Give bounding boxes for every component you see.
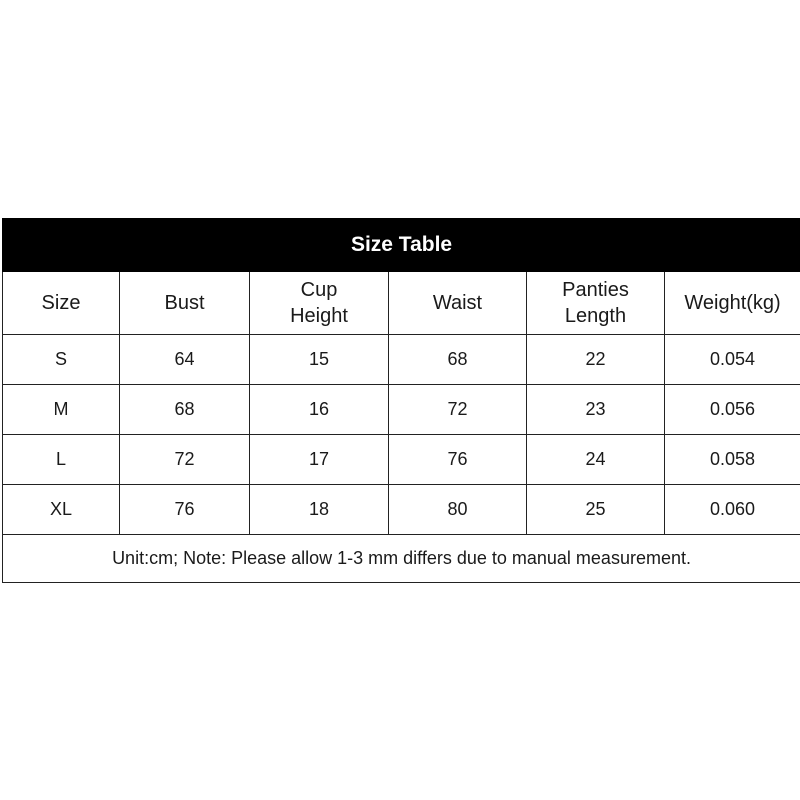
note-row: [3, 535, 800, 583]
cell-waist: 72: [389, 385, 527, 435]
title-row: [3, 219, 800, 272]
cell-weight: 0.058: [665, 435, 800, 485]
cell-bust: 72: [120, 435, 250, 485]
cell-weight: 0.060: [665, 485, 800, 535]
cell-panties-length: 22: [527, 335, 665, 385]
cell-cup-height: 18: [250, 485, 389, 535]
cell-size: S: [3, 335, 120, 385]
table-row: [3, 385, 800, 435]
cell-weight: 0.056: [665, 385, 800, 435]
header-waist: Waist: [389, 272, 527, 335]
cell-size: XL: [3, 485, 120, 535]
cell-waist: 76: [389, 435, 527, 485]
header-panties-length: Panties Length: [527, 272, 665, 335]
header-size: Size: [3, 272, 120, 335]
cell-panties-length: 24: [527, 435, 665, 485]
header-bust: Bust: [120, 272, 250, 335]
cell-size: M: [3, 385, 120, 435]
header-cup-height: Cup Height: [250, 272, 389, 335]
cell-cup-height: 16: [250, 385, 389, 435]
cell-waist: 80: [389, 485, 527, 535]
cell-size: L: [3, 435, 120, 485]
cell-bust: 76: [120, 485, 250, 535]
cell-panties-length: 25: [527, 485, 665, 535]
cell-cup-height: 17: [250, 435, 389, 485]
table-row: [3, 335, 800, 385]
table-title: Size Table: [3, 219, 800, 272]
measurement-note: Unit:cm; Note: Please allow 1-3 mm differs due to manual measurement.: [3, 535, 800, 583]
size-table: [2, 218, 800, 583]
cell-bust: 68: [120, 385, 250, 435]
table-row: [3, 485, 800, 535]
cell-weight: 0.054: [665, 335, 800, 385]
table-row: [3, 435, 800, 485]
header-weight: Weight(kg): [665, 272, 800, 335]
cell-panties-length: 23: [527, 385, 665, 435]
cell-cup-height: 15: [250, 335, 389, 385]
cell-bust: 64: [120, 335, 250, 385]
cell-waist: 68: [389, 335, 527, 385]
header-row: [3, 272, 800, 335]
